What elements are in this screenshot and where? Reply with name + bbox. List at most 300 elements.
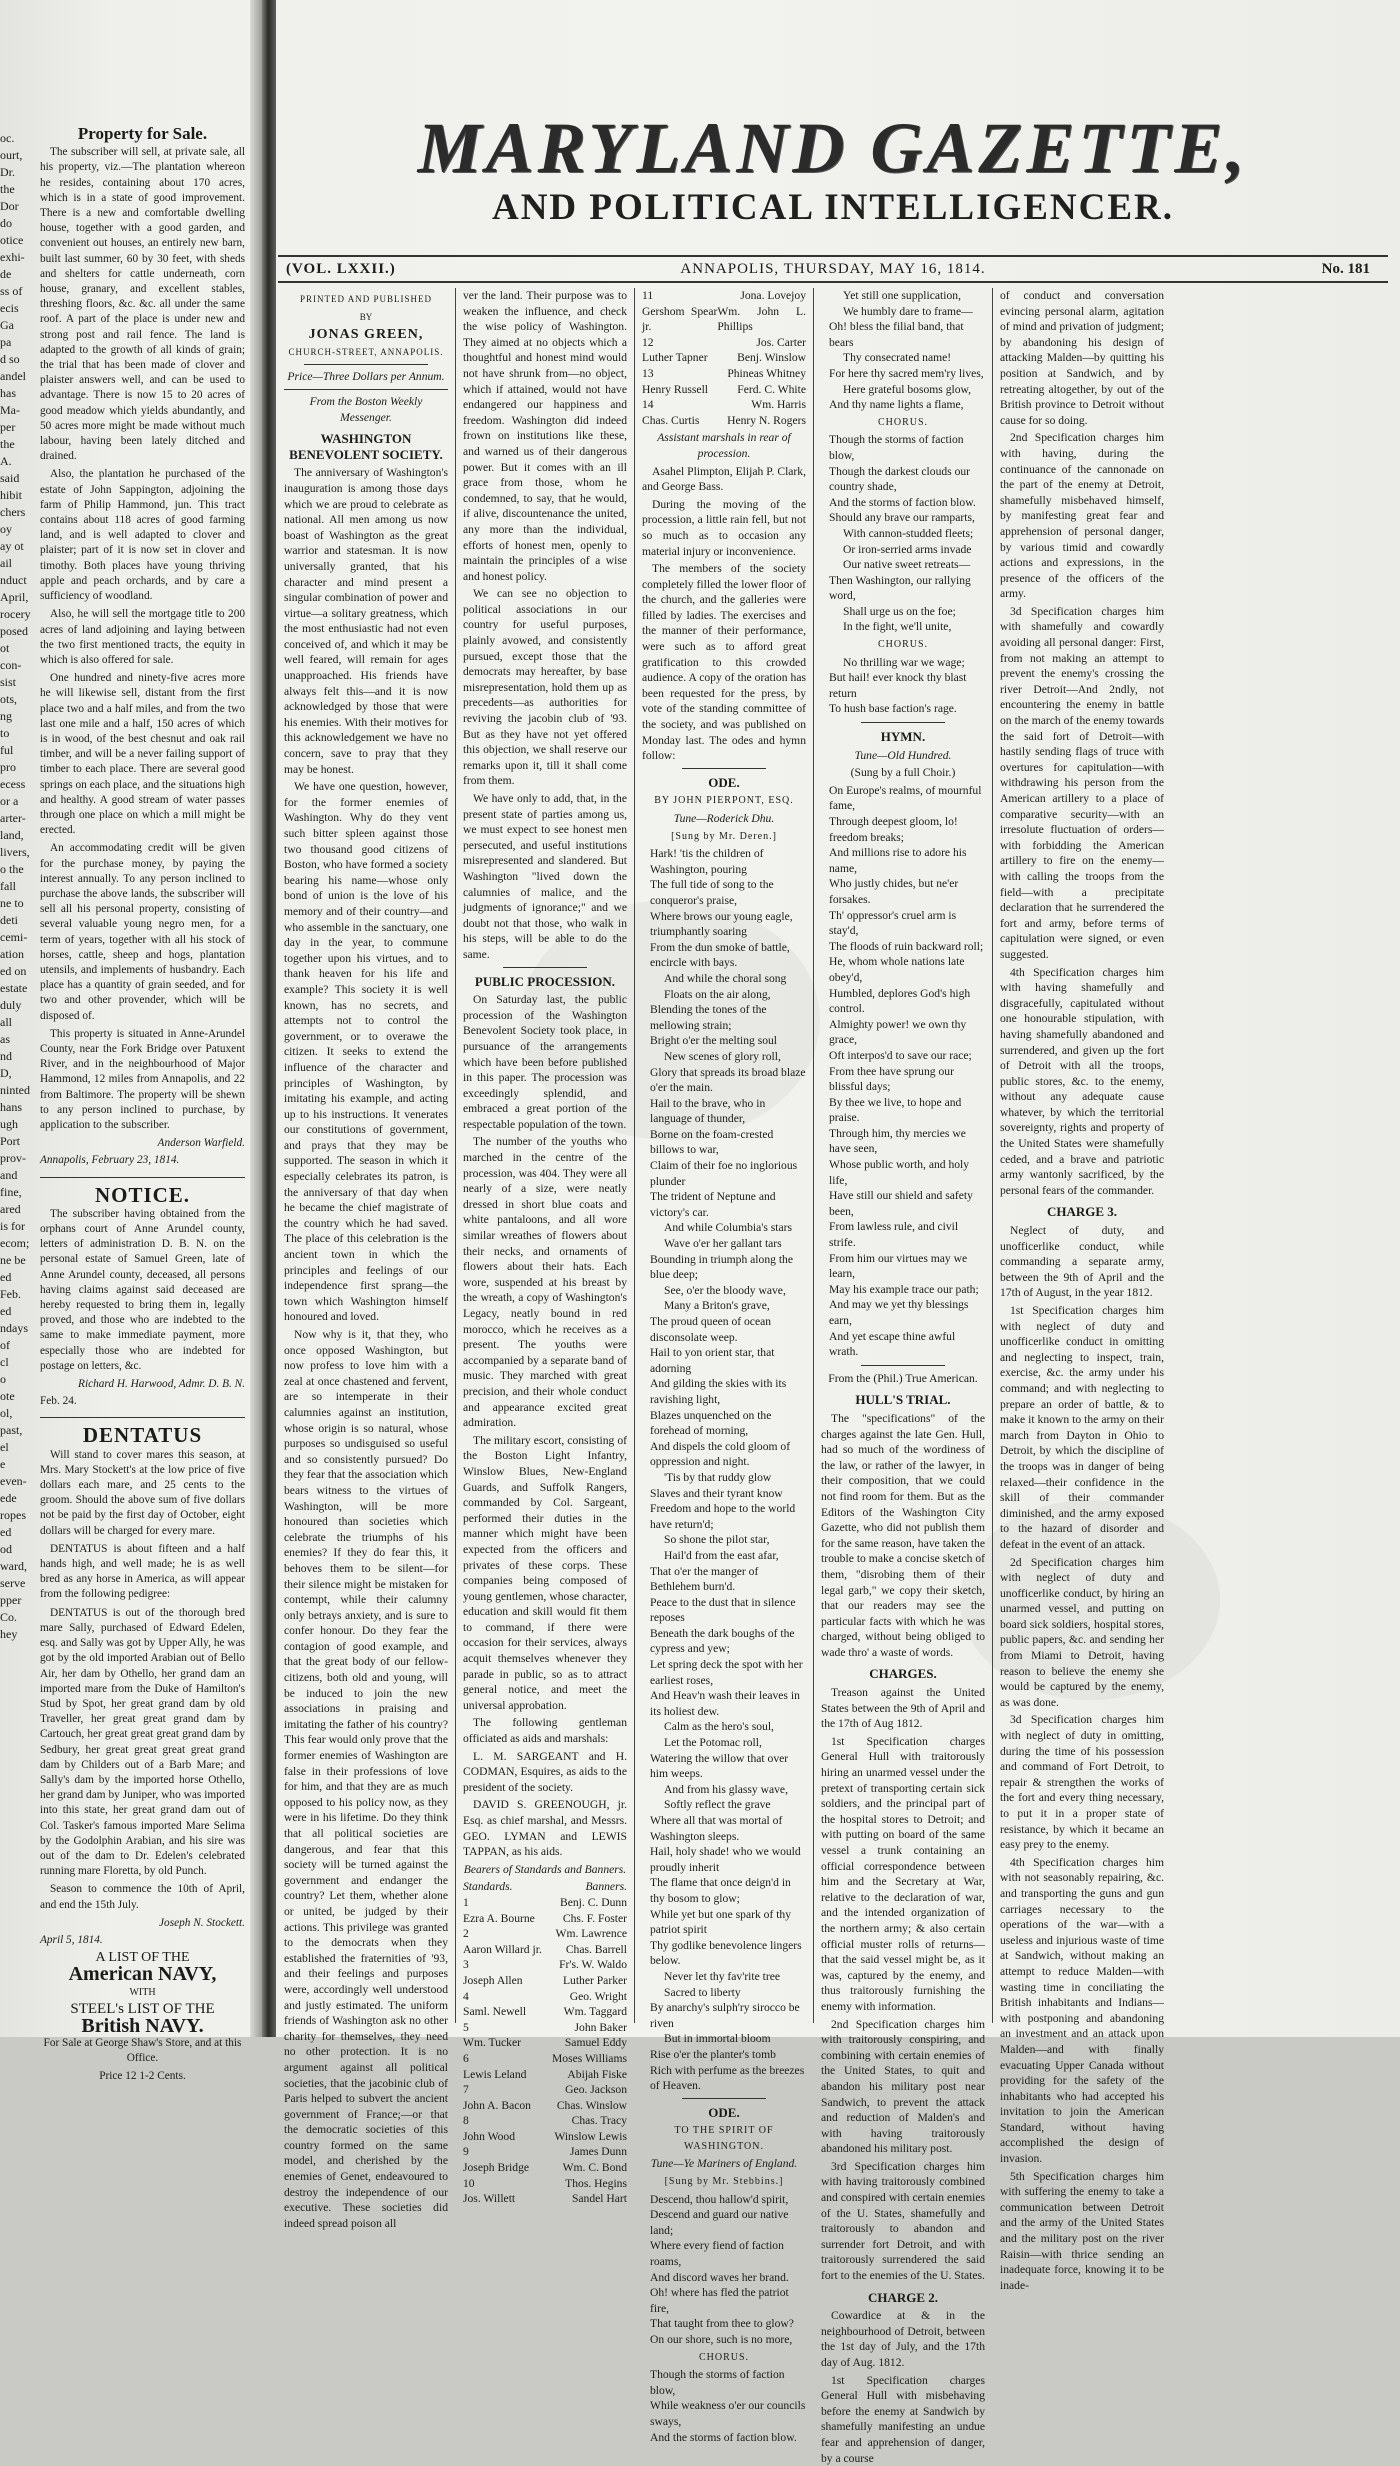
verse-line: And the storms of faction blow. [650, 2430, 797, 2444]
dateline: ANNAPOLIS, THURSDAY, MAY 16, 1814. [680, 261, 986, 277]
cut-column-fragment: nd [0, 1049, 12, 1063]
verse-line: May his example trace our path; [829, 1282, 979, 1296]
verse-line: Sacred to liberty [664, 1985, 741, 1999]
imprint-address: CHURCH-STREET, ANNAPOLIS. [288, 346, 444, 357]
verse-line: But in immortal bloom [664, 2032, 771, 2046]
divider [284, 389, 448, 390]
verse-line: To hush base faction's rage. [829, 702, 957, 716]
banner-bearer: Wm. Taggard [563, 2005, 627, 2019]
imprint-line-2: BY [359, 311, 373, 322]
verse-line: Rich with perfume as the breezes of Heaven. [650, 2063, 805, 2093]
property-para-3: Also, he will sell the mortgage title to 200 acres of land adjoining and laying between the two first mentioned tracts, the equity in which is also offered for sale. [40, 608, 245, 666]
verse-line: 'Tis by that ruddy glow [664, 1470, 772, 1484]
cut-column-fragment: con- [0, 658, 22, 672]
cut-column-fragment: Dr. [0, 165, 15, 179]
standard-bearer: 1 [463, 1895, 469, 1909]
chorus-label: CHORUS. [698, 2351, 750, 2363]
previous-page [0, 100, 248, 2082]
verse-line: From thee have sprung our blissful days; [829, 1064, 954, 1094]
verse-line: And while Columbia's stars [664, 1221, 793, 1235]
col2-para-3: We have only to add, that, in the present state of parties among us, we must expect to see honest men persecuted, and useful institutions misrepresented and slandered. But Washington "lived down the calumnies of malice, and the judgments of ignorance;" and we doubt not that those, who walk in his steps, will be able to do the same. [463, 792, 627, 961]
cut-column-fragment: of [0, 1338, 10, 1352]
property-date: Annapolis, February 23, 1814. [40, 1154, 180, 1167]
charge-3-spec-3: 3d Specification charges him with neglect of duty in omitting, during the time of his possession and command of Fort Detroit, to repair & strengthen the works of the fort and every thing necessary, to put it in a proper state of resistance, by which it became an easy prey to the enemy. [1000, 1713, 1164, 1852]
notice-signature: Richard H. Harwood, Admr. D. B. N. [78, 1378, 245, 1391]
column-rule [634, 288, 635, 2023]
cut-column-fragment: per [0, 420, 16, 434]
verse-line: Shall urge us on the foe; [843, 604, 956, 618]
property-para-5: An accommodating credit will be given for the purchase money, by paying the interest annually. To any person inclined to purchase the above lands, the subscriber will sell all his personal property, consisting of several valuable young negro men, for a term of years, together with all his stock of horses, cattle, sheep and hogs, plantation utensils, and implements of husbandry. Each place has a quantity of grain seeded, and for two and other provender, which will be disposed of. [40, 842, 245, 1022]
verse-line: From the dun smoke of battle, encircle with bays. [650, 940, 790, 970]
verse-line: Yet still one supplication, [843, 289, 961, 302]
divider [861, 722, 945, 723]
bearers-col-standards: Standards. [463, 1880, 513, 1894]
verse-line: Slaves and their tyrant know [650, 1486, 783, 1500]
banner-bearer: Jos. Carter [756, 335, 806, 349]
charge-2: Cowardice at & in the neighbourhood of Detroit, between the 1st day of July, and the 17th day of Aug. 1812. [821, 2309, 985, 2369]
column-4 [821, 288, 985, 2465]
cut-column-fragment: ed [0, 1304, 12, 1318]
verse-line: Glory that spreads its broad blaze o'er the main. [650, 1065, 806, 1095]
bearers-row [642, 304, 806, 335]
charge-1-spec-2: 2nd Specification charges him with traitorously conspiring, and combining with certain enemies of the United States, to quit and abandon his military post near Sandwich, to prevent the attack and reduction of Malden's and with having traitorously abandoned his military post. [821, 2017, 985, 2156]
standard-bearer: 3 [463, 1958, 469, 1972]
col1-para-3: Now why is it, that they, who once opposed Washington, but now profess to love him with a zeal at once chastened and fervent, are so intemperate in their calumnies against an institution, whose origin is so natural, whose purposes so undisguised so useful and so consistently pursued? Do they fear that the association which bears witness to the virtues of Washington, will be more honoured than societies which celebrate the triumphs of his enemies? If they do fear this, it behoves them to be silent—for their silence might be mistaken for contempt, while their calumny only betrays anxiety, and is sure to confer honour. Do they fear the contagion of good example, and that the great body of our fellow-citizens, both old and young, will be induced to join the new associations in praising and imitating the father of his country? This fear would only prove that the former enemies of Washington are false in their professions of love for him, and that they are as much opposed to his policy now, as they were in his lifetime. Do they think that all political societies are dangerous, and fear that this society will be turned against the government and endanger the country? Let them, whether alone or united, be judged by their actions. This privilege was granted to the democrats when they established the fraternities of '93, and their feelings and purposes were, accordingly well understood and justly estimated. The uniform friends of Washington ask no other charity for themselves, they need no other protection. It is no argument against all political societies, that the jacobinic club of Paris helped to subvert the ancient government of France;—or that the democratic societies of this country formed on the same model, and cherished by the enemies of Genet, endeavoured to destroy the independence of our executive. These societies did indeed spread poison all [284, 1328, 448, 2230]
banner-bearer: Luther Parker [562, 1973, 627, 1987]
cut-column-fragment: fine, [0, 1185, 22, 1199]
verse-line: That taught from thee to glow? [650, 2317, 794, 2331]
verse-line: Oft interpos'd to save our race; [829, 1048, 972, 1062]
cut-column-fragment: arter- [0, 811, 26, 825]
verse-line: Rise o'er the planter's tomb [650, 2047, 776, 2061]
imprint-publisher: JONAS GREEN, [308, 327, 424, 343]
cut-column-fragment: all [0, 1015, 12, 1029]
property-heading: Property for Sale. [77, 124, 208, 143]
front-page [278, 0, 1400, 2465]
verse-line: Oh! bless the filial band, that bears [829, 320, 964, 349]
banner-bearer: Geo. Wright [569, 1989, 627, 2003]
verse-line: The trident of Neptune and victory's car. [650, 1190, 776, 1219]
verse-line: With cannon-studded fleets; [843, 526, 974, 540]
masthead-subtitle: AND POLITICAL INTELLIGENCER. [491, 187, 1175, 228]
cut-column-fragment: Ga [0, 318, 14, 332]
verse-line: Bounding in triumph along the blue deep; [650, 1252, 793, 1282]
cut-column-fragment: Ma- [0, 403, 20, 417]
verse-line: Freedom and hope to the world have return'd; [650, 1502, 796, 1531]
standard-bearer: 10 [463, 2176, 475, 2190]
cut-column-fragment: d so [0, 352, 20, 366]
banner-bearer: Moses Williams [551, 2051, 627, 2065]
verse-line: And Heav'n wash their leaves in its holiest dew. [650, 1689, 800, 1718]
page-gutter-shadow [250, 0, 262, 2037]
charge-1-spec-1: 1st Specification charges General Hull with traitorously hiring an unarmed vessel under the pretext of transporting certain sick soldiers, and the principal part of the hospital stores to Detroit; and with putting on board of the same vessel a trunk containing an official correspondence between him and the Secretary at War, relative to the declaration of war, and the intended organization of the northern army; & also certain official muster rolls of returns—that the said vessel might be, as it was, captured by the enemy, and thus traitorously furnishing the enemy with information. [821, 1734, 985, 2013]
cut-column-fragment: cemi- [0, 930, 28, 944]
standard-bearer: Joseph Allen [463, 1973, 523, 1987]
cut-column-fragment: chers [0, 505, 26, 519]
bearers-row [642, 397, 806, 413]
verse-line: Then Washington, our rallying word, [829, 573, 971, 603]
cut-column-fragment: ugh [0, 1117, 18, 1131]
banner-bearer: Wm. Harris [751, 398, 806, 412]
dateline-bar [278, 255, 1388, 283]
dentatus-signature: Joseph N. Stockett. [159, 1916, 245, 1929]
banner-bearer: Chas. Tracy [571, 2114, 627, 2128]
assistant-marshals-names: Asahel Plimpton, Elijah P. Clark, and George Bass. [642, 464, 806, 494]
banner-bearer: Benj. Winslow [737, 351, 806, 365]
cut-column-fragment: even- [0, 1474, 27, 1488]
verse-line: While weakness o'er our councils sways, [650, 2399, 806, 2428]
column-rule [813, 288, 814, 2023]
divider [304, 364, 428, 365]
verse-line: Where brows our young eagle, triumphantly soaring [650, 909, 793, 939]
verse-line: Through deepest gloom, lo! freedom breaks; [829, 815, 958, 844]
cut-column-fragment: ay ot [0, 539, 24, 553]
bearers-col-banners: Banners. [585, 1880, 627, 1894]
volume-number: (VOL. LXXII.) [286, 261, 396, 277]
verse-line: And discord waves her brand. [650, 2270, 789, 2284]
article-heading: WASHINGTON BENEVOLENT SOCIETY. [289, 431, 443, 462]
verse-line: Though the storms of faction blow, [829, 433, 964, 462]
cut-column-fragment: ot [0, 641, 10, 655]
cut-column-fragment: the [0, 437, 15, 451]
verse-line: In the fight, we'll unite, [843, 620, 952, 634]
divider [503, 967, 587, 968]
cut-column-fragment: Co. [0, 1610, 18, 1624]
cut-column-fragment: exhi- [0, 250, 25, 264]
verse-line: And gilding the skies with its ravishing light, [650, 1377, 787, 1406]
banner-bearer: Winslow Lewis [554, 2129, 627, 2143]
standard-bearer: 4 [463, 1989, 469, 2003]
divider [861, 1365, 945, 1366]
verse-line: No thrilling war we wage; [843, 655, 965, 669]
hull-intro: The "specifications" of the charges against the late Gen. Hull, had so much of the wordiness of the law, or rather of the lawyer, in their composition, that we could not find room for them. But as the Editors of the Washington City Gazette, who did not publish them for the same reason, have taken the trouble to make a concise sketch of them, "disrobing them of their legal garb," we copy their sketch, that our readers may see the particular facts with which he was charged, without being obliged to wade thro' a waste of words. [821, 1411, 985, 1659]
cut-column-fragment: ecess [0, 777, 26, 791]
verse-line: Hail, holy shade! who we would proudly inherit [650, 1845, 801, 1874]
verse-line: And from his glassy wave, [664, 1782, 788, 1796]
cut-column-fragment: hans [0, 1100, 22, 1114]
cut-column-fragment: pper [0, 1593, 22, 1607]
standard-bearer: 14 [642, 398, 654, 412]
dentatus-para-3: DENTATUS is out of the thorough bred mare Sally, purchased of Edward Edelen, esq. and Sally was got by Upper Ally, he was got by the old imported Arabian out of Bello Air, her dam by Othello, her grand dam an imported mare from the Duke of Hamilton's Stud by Spot, her great grand dam by old Traveller, her great great grand dam by Cartouch, her great great great grand dam by Sedbury, her great great great great grand dam by Childers out of a Barb Mare; and Sally's dam by the imported horse Othello, her grand dam by Juniper, who was imported into this state, her great grand dam out of Col. Tasker's famous imported Mare Selima by the Godolphin Arabian, and his sire was out of the dam to Dr. Edelen's celebrated running mare Floretta, by old Punch. [40, 1606, 245, 1878]
cut-column-fragment: oy [0, 522, 12, 536]
cut-column-fragment: od [0, 1542, 12, 1556]
standard-bearer: 13 [642, 366, 654, 380]
cut-column-fragment: livers, [0, 845, 30, 859]
cut-column-fragment: ots, [0, 692, 18, 706]
verse-line: Where all that was mortal of Washington sleeps. [650, 1814, 783, 1843]
cut-column-fragment: ne be [0, 1253, 26, 1267]
bearers-row [463, 2082, 627, 2098]
cut-column-fragment: ropes [0, 1508, 26, 1522]
bearers-list-continued [642, 288, 806, 428]
verse-line: By anarchy's sulph'ry sirocco be riven [650, 2001, 800, 2030]
ode2-tune: Tune—Ye Mariners of England. [650, 2157, 798, 2171]
banner-bearer: Ferd. C. White [737, 382, 806, 396]
verse-line: Hail'd from the east afar, [664, 1548, 779, 1562]
banner-bearer: Benj. C. Dunn [560, 1895, 627, 1909]
bearers-row [642, 335, 806, 351]
hymn-verses [821, 783, 985, 1360]
notice-date: Feb. 24. [40, 1395, 77, 1408]
col5-para-3: 3d Specification charges him with shamefully and cowardly avoiding all personal danger: First, from not making an attempt to prevent the enemy's crossing the river Detroit—And 2ndly, not encountering the enemy in battle on the march of the enemy towards the said fort of Detroit—with hastily sending flags of truce with overtures for capitulation—with withdrawing his person from the American artillery to a place of comparative security—with an irresolute fluctuation of orders—with forbidding the American artillery to fire on the enemy—with calling the troops from the field—with a precipitate declaration that he surrendered the fort and army, before terms of capitulation were signed, or even suggested. [1000, 604, 1164, 961]
ode1-heading: ODE. [708, 774, 740, 790]
dentatus-date: April 5, 1814. [40, 1933, 103, 1946]
dentatus-para-4: Season to commence the 10th of April, and end the 15th July. [40, 1883, 245, 1911]
bearers-row [463, 1895, 627, 1911]
bearers-row [463, 2051, 627, 2067]
hymn-heading: HYMN. [880, 729, 926, 745]
standard-bearer: 7 [463, 2083, 469, 2097]
cut-column-fragment: ecis [0, 301, 19, 315]
article-source: From the Boston Weekly Messenger. [309, 394, 423, 424]
standard-bearer: Chas. Curtis [642, 413, 700, 427]
cut-column-fragment: hey [0, 1627, 18, 1641]
cut-column-fragment: April, [0, 590, 29, 604]
charge-1-spec-3: 3rd Specification charges him with having traitorously combined and conspired with certain enemies of the U. States, shamefully and traitorously to abandon and surrender fort Detroit, and with traitorously surrendered the said fort to the enemies of the U. States. [821, 2159, 985, 2283]
cut-column-fragment: ail [0, 556, 12, 570]
masthead-title: MARYLAND GAZETTE, [417, 108, 1249, 188]
verse-line: From lawless rule, and civil strife. [829, 1220, 959, 1250]
cut-column-fragment: ed [0, 1270, 12, 1284]
charge2-heading: CHARGE 2. [867, 2289, 939, 2305]
bearers-row [463, 2113, 627, 2129]
verse-line: On our shore, such is no more, [650, 2333, 793, 2346]
ode1-tune: Tune—Roderick Dhu. [673, 812, 775, 825]
verse-line: While yet but one spark of thy patriot spirit [650, 1907, 792, 1937]
charge-3: Neglect of duty, and unofficerlike conduct, while commanding a separate army, between the 9th of April and the 17th of August, in the year 1812. [1000, 1224, 1164, 1300]
bearers-row [463, 2098, 627, 2114]
dentatus-para-2: DENTATUS is about fifteen and a half hands high, and well made; he is as well bred as any horse in America, as will appear from the following pedigree: [40, 1542, 245, 1601]
masthead [278, 110, 1388, 230]
cut-column-fragment: prov- [0, 1151, 26, 1165]
bearers-row [463, 2160, 627, 2176]
banner-bearer: Phineas Whitney [727, 366, 806, 380]
verse-line: Thy consecrated name! [843, 351, 952, 365]
verse-line: Beneath the dark boughs of the cypress and yew; [650, 1626, 795, 1656]
standard-bearer: 5 [463, 2020, 469, 2034]
hull-heading: HULL'S TRIAL. [855, 1392, 951, 1408]
banner-bearer: Chas. Barrell [565, 1942, 627, 1956]
verse-line: By thee we live, to hope and praise. [829, 1095, 962, 1125]
cut-column-fragment: ward, [0, 1559, 27, 1573]
verse-line: Oh! where has fled the patriot fire, [650, 2286, 789, 2315]
procession-heading: PUBLIC PROCESSION. [474, 973, 616, 989]
cut-column-fragment: ful [0, 743, 14, 757]
imprint-line-1: PRINTED AND PUBLISHED [299, 294, 432, 304]
verse-line: Let spring deck the spot with her earliest roses, [650, 1658, 803, 1687]
banner-bearer: Henry N. Rogers [727, 413, 806, 427]
bearers-header-row [463, 1879, 627, 1895]
bearers-row [642, 288, 806, 304]
cut-column-fragment: do [0, 216, 12, 230]
column-1 [284, 288, 448, 2230]
verse-line: Let the Potomac roll, [664, 1736, 762, 1750]
cut-column-fragment: as [0, 1032, 10, 1046]
cut-column-fragment: pro [0, 760, 16, 774]
cut-column-fragment: sist [0, 675, 17, 689]
bearers-list [463, 1879, 627, 2206]
hull-source: From the (Phil.) True American. [828, 1371, 978, 1385]
bearers-row [463, 1957, 627, 1973]
standard-bearer: 9 [463, 2145, 469, 2159]
property-signature: Anderson Warfield. [157, 1137, 245, 1150]
verse-line: The flame that once deign'd in thy bosom to glow; [650, 1876, 791, 1905]
verse-line: New scenes of glory roll, [664, 1049, 781, 1063]
verse-line: Though the darkest clouds our country shade, [829, 464, 971, 494]
cut-column-fragment: said [0, 471, 20, 485]
charge-3-spec-4: 4th Specification charges him with not seasonably repairing, &c. and transporting the guns and gun carriages necessary to the operations of the war—with a useless and injurious waste of time at Sandwich, without making an attempt to reduce Malden—with wasting time in conciliating the British inhabitants and Indians—with postponing and abandoning an investment and an attack upon Malden—and with finally evacuating Upper Canada without providing for the safety of the inhabitants who had accepted his invitation to join the American Standard, without having accomplished the design of invasion. [1000, 1855, 1164, 2166]
verse-line: Here grateful bosoms glow, [843, 382, 972, 396]
divider [40, 1177, 245, 1178]
property-para-2: Also, the plantation he purchased of the estate of John Sappington, adjoining the farm of Philip Hammond, jun. This tract contains about 118 acres of good farming land, and is well adapted to clover and plaister; part of it is now set in clover and timothy. Both places have young thriving apple and peach orchards, and by care a sufficiency of woodland. [40, 468, 245, 603]
verse-line: That o'er the manger of Bethlehem burn'd. [650, 1564, 759, 1594]
navy-line-3: WITH [129, 1986, 156, 1998]
cut-column-fragment: pa [0, 335, 12, 349]
banner-bearer: Sandel Hart [571, 2192, 627, 2206]
verse-line: Blazes unquenched on the forehead of morning, [650, 1408, 772, 1438]
cut-column-fragment: fall [0, 879, 16, 893]
navy-line-1: A LIST OF THE [95, 1950, 190, 1966]
verse-line: See, o'er the bloody wave, [664, 1283, 786, 1297]
verse-line: And millions rise to adore his name, [829, 846, 967, 875]
cut-column-fragment: ation [0, 947, 24, 961]
verse-line: Peace to the dust that in silence reposes [650, 1595, 796, 1625]
charge3-heading: CHARGE 3. [1046, 1204, 1118, 1220]
cut-column-fragment: A. [0, 454, 12, 468]
cut-column-fragment: nduct [0, 573, 27, 587]
chorus-label: CHORUS. [877, 416, 929, 428]
col1-para-1: The anniversary of Washington's inauguration is among those days which we are proud to celebrate as national. All men among us now boast of Washington as the great warrior and statesman. It is now universally granted, that his character and mind present a singular combination of power and virtue—a solitary greatness, which the most enthusiastic had not even conceived of, and which it may be well feared, will remain for ages unapproached. His friends have always felt this—and it is now acknowledged by those that were his enemies. With their motives for this acknowledgement we have no concern, save to pray that they may be honest. [284, 466, 448, 776]
banner-bearer: Fr's. W. Waldo [559, 1958, 627, 1972]
verse-line: Thy godlike benevolence lingers below. [650, 1938, 802, 1968]
navy-line-5: British NAVY. [81, 2014, 204, 2037]
verse-line: And while the choral song [664, 971, 787, 985]
standard-bearer: 6 [463, 2051, 469, 2065]
banner-bearer: Geo. Jackson [565, 2083, 627, 2097]
verse-line: Softly reflect the grave [664, 1798, 771, 1812]
col5-para-2: 2nd Specification charges him with having, during the continuance of the cannonade on the part of the enemy at Detroit, shamefully misbehaved himself, by manifesting great fear and apprehension of personal danger, by various timid and cowardly actions and expressions, in the presence of the officers of the army. [1000, 431, 1164, 601]
banner-bearer: Wm. John L. Phillips [717, 304, 806, 334]
hymn-tune: Tune—Old Hundred. [854, 748, 952, 762]
cut-column-fragment: Port [0, 1134, 21, 1148]
bearers-row [463, 1911, 627, 1927]
verse-line: Hail to the brave, who in language of thunder, [650, 1096, 766, 1126]
cut-column-fragment: duly [0, 998, 22, 1012]
ode1-author: BY JOHN PIERPONT, ESQ. [654, 795, 794, 807]
bearers-heading: Bearers of Standards and Banners. [463, 1862, 627, 1876]
verse-line: We humbly dare to frame— [843, 304, 973, 318]
ode1-singer: [Sung by Mr. Deren.] [671, 830, 777, 842]
bearers-row [463, 1926, 627, 1942]
cut-column-fragment: oc. [0, 131, 15, 145]
verse-line: Calm as the hero's soul, [664, 1720, 774, 1734]
standard-bearer: John A. Bacon [463, 2098, 531, 2112]
bearers-row [642, 382, 806, 398]
cut-column-fragment: andel [0, 369, 26, 383]
cut-column-fragment: ne to [0, 896, 24, 910]
banner-bearer: Wm. C. Bond [562, 2161, 627, 2175]
column-5 [1000, 288, 1164, 2292]
verse-line: Who justly chides, but ne'er forsakes. [829, 877, 959, 906]
property-para-1: The subscriber will sell, at private sale, all his property, viz.—The plantation whereon he resides, containing about 170 acres, which is in a state of good improvement. There is a new and comfortable dwelling house, together with a good garden, and convenient out houses, an entirely new barn, built last summer, 60 by 30 feet, with sheds and shelters for cattle underneath, corn house, granary, and excellent stables, threshing floors, &c. &c. all under the same roof. A part of the place is under new and strong post and rail fence. The land is adapted to the growth of all kinds of grain; the trial that has been made of clover and plaister answers well, and can be used to advantage. There is now 15 to 20 acres of good meadow which yields abundantly, and 50 acres more might be made without much labour, having been lately ditched and drained. [40, 146, 245, 463]
cut-column-fragment: Dor [0, 199, 19, 213]
verse-line: And thy name lights a flame, [829, 398, 964, 412]
navy-line-2: American NAVY, [68, 1963, 217, 1986]
verse-line: Never let thy fav'rite tree [664, 1969, 781, 1983]
assistant-marshals-heading: Assistant marshals in rear of procession. [657, 431, 791, 460]
standard-bearer: Ezra A. Bourne [463, 1911, 535, 1925]
standard-bearer: 2 [463, 1927, 469, 1941]
chorus-label: CHORUS. [877, 639, 929, 651]
verse-line: Floats on the air along, [664, 987, 771, 1001]
verse-line: Wave o'er her gallant tars [664, 1237, 782, 1251]
bearers-row [642, 366, 806, 382]
col2-para-1: ver the land. Their purpose was to weaken the influence, and check the wise policy of Washington. They aimed at no objects which a thoughtful and honest mind would not have shrunk from—no object, which if attained, would not have endangered our happiness and freedom. Washington did indeed frown on institutions like these, and warned us of their dangerous power. But it comes with an ill grace from those, whom he condemned, to say, that he would, if alive, discountenance the united, any more than the individual, efforts of honest men, openly to maintain the principles of a wise and honest policy. [463, 289, 627, 583]
bearers-row [463, 2176, 627, 2192]
cut-column-fragment: deti [0, 913, 18, 927]
bearers-row [463, 2004, 627, 2020]
charges-heading: CHARGES. [869, 1666, 937, 1682]
verse-line: Whose public worth, and holy life, [829, 1158, 970, 1187]
ode2-title: TO THE SPIRIT OF WASHINGTON. [674, 2125, 774, 2152]
cut-column-fragment: and [0, 1168, 18, 1182]
verse-line: Almighty power! we own thy grace, [829, 1017, 967, 1047]
standard-bearer: Henry Russell [642, 382, 709, 396]
bearers-row [463, 2191, 627, 2207]
issue-number: No. 181 [1321, 261, 1370, 277]
procession-para-1: On Saturday last, the public procession of the Washington Benevolent Society took place, in pursuance of the arrangements which have been before published in this paper. The procession was exceedingly splendid, and embraced a great portion of the respectable population of the town. [463, 993, 627, 1131]
notice-heading: NOTICE. [94, 1182, 191, 1207]
bearers-rows [463, 1895, 627, 2207]
cut-column-fragment: hibit [0, 488, 23, 502]
cut-column-fragment: otice [0, 233, 24, 247]
cut-column-fragment: ared [0, 1202, 21, 1216]
columns [284, 288, 1384, 2465]
cut-column-fragment: ninted [0, 1083, 30, 1097]
cut-column-fragment: has [0, 386, 16, 400]
notice-text: The subscriber having obtained from the orphans court of Anne Arundel county, letters of administration D. B. N. on the personal estate of Samuel Green, late of Anne Arundel county, deceased, all persons having claims against said deceased are hereby requested to bring them in, legally proved, and those who are indebted to the same to make immediate payment, more especially those who are indebted for postage on letters, &c. [40, 1207, 245, 1372]
column-3 [642, 288, 806, 2444]
standard-bearer: 12 [642, 335, 654, 349]
verse-line: Borne on the foam-crested billows to war, [650, 1127, 774, 1157]
ode2-verses-continued [821, 288, 985, 717]
cut-column-fragment: to [0, 726, 10, 740]
bearers-row [463, 2144, 627, 2160]
cut-column-fragment: e [0, 1457, 6, 1471]
col3-para-1: During the moving of the procession, a little rain fell, but not so much as to occasion any material injury or inconvenience. [642, 497, 806, 558]
charge-2-spec-1: 1st Specification charges General Hull with misbehaving before the enemy at Sandwich by shamefully manifesting an undue fear and apprehension of danger, by a course [821, 2373, 985, 2465]
verse-line: Bright o'er the melting soul [650, 1034, 778, 1048]
cut-column-fragment: the [0, 182, 15, 196]
cut-column-fragment: serve [0, 1576, 26, 1590]
verse-line: Watering the willow that over him weeps. [650, 1751, 789, 1781]
banner-bearer: John Baker [574, 2020, 627, 2034]
verse-line: Have still our shield and safety been, [829, 1189, 973, 1218]
bearers-row [463, 2067, 627, 2083]
cut-column-fragment: ndays [0, 1321, 28, 1335]
cut-column-fragment: land, [0, 828, 24, 842]
verse-line: The full tide of song to the conqueror's praise, [650, 878, 774, 907]
ode2-heading: ODE. [708, 2104, 740, 2120]
banner-bearer: Chs. F. Foster [562, 1911, 627, 1925]
cut-column-fragment: estate [0, 981, 28, 995]
banner-bearer: Wm. Lawrence [555, 1927, 627, 1941]
divider [40, 1417, 245, 1418]
procession-para-2: The number of the youths who marched in the centre of the procession, was 404. They were all nearly of a size, were neatly dressed in short blue coats and white pantaloons, and all wore similar wreathes of flowers about their necks, and ornaments of flowers about their hats. Each wore, suspended at his breast by the wreath, a copy of Washington's Legacy, neatly bound in red morocco, which he receives as a present. The youths were accompanied by a separate band of music. They marched with great precision, and their whole conduct and appearance excited great admiration. [463, 1135, 627, 1430]
bearers-row [463, 1989, 627, 2005]
divider [682, 768, 766, 769]
navy-line-7: Price 12 1-2 Cents. [99, 2069, 186, 2082]
